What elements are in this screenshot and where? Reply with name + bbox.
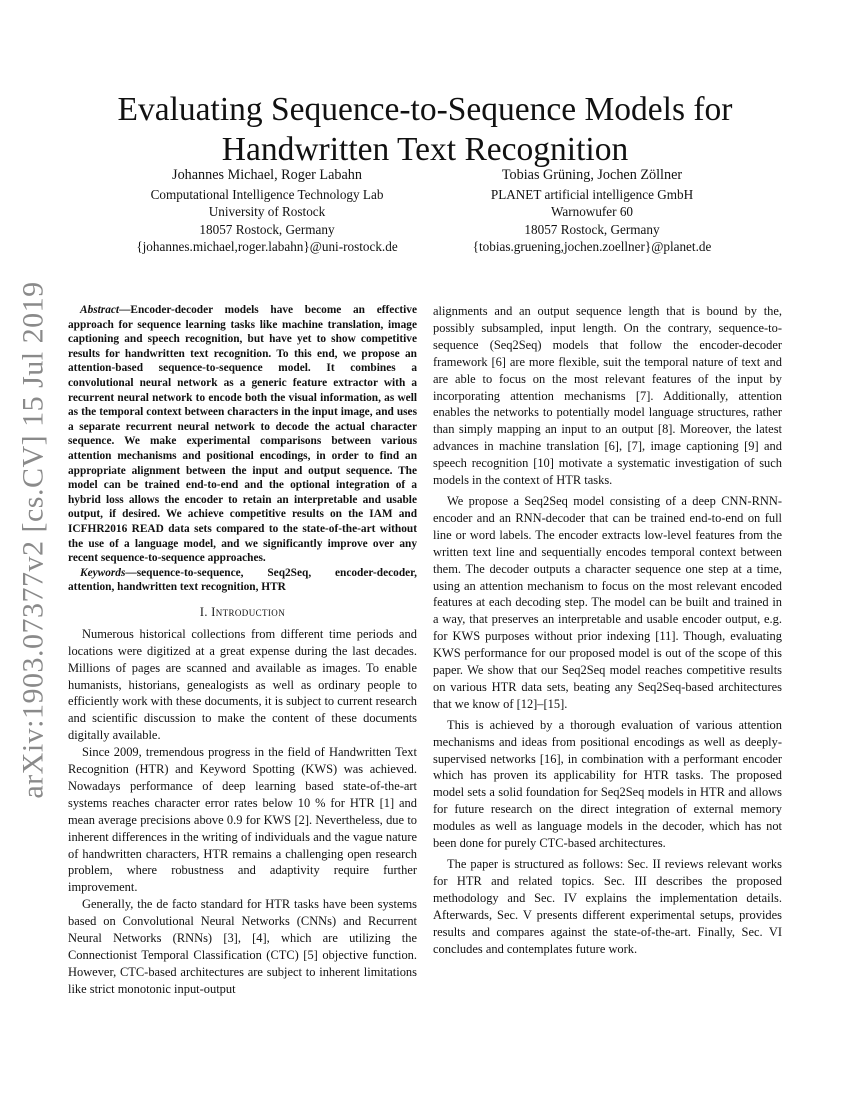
keywords [68,566,417,595]
abstract-text: —Encoder-decoder models have become an effective approach for sequence learning tasks like machine translation, image captioning and speech recognition, but have yet to show competitive results for handwritten text recognition. To this end, we propose an attention-based sequence-to-sequence model. It combines a convolutional neural network as a generic feature extractor with a recurrent neural network to encode both the visual information, as well as the temporal context between characters in the input image, and uses a separate recurrent neural network to decode the actual character sequence. We make experimental comparisons between various attention mechanisms and positional encodings, in order to find an appropriate alignment between the input and output sequence. The model can be trained end-to-end and the optional integration of a hybrid loss allows the encoder to retain an interpretable and usable output, if desired. We achieve competitive results on the IAM and ICFHR2016 READ data sets compared to the state-of-the-art without the use of a language model, and we significantly improve over any recent sequence-to-sequence approaches. [68,304,417,565]
author-address: 18057 Rostock, Germany [199,221,335,237]
author-affiliation: Computational Intelligence Technology Lab [150,187,384,203]
author-affiliation: PLANET artificial intelligence GmbH [490,187,694,203]
author-university: University of Rostock [208,204,326,220]
body-paragraph: alignments and an output sequence length that is bound by the, possibly subsampled, input length. On the contrary, sequence-to-sequence (Seq2Seq) models that follow the encoder-decoder framework [6] are more flexible, suit the temporal nature of text and are able to focus on the most relevant features of the input by incorporating attention mechanisms [7]. Additionally, attention enables the networks to potentially model language structures, rather than simply mapping an input to an output [8]. Moreover, the latest advances in machine translation [6], [7], image captioning [9] and speech recognition [10] motivate a systematic investigation of such models in the context of HTR tasks. [433,304,782,488]
title-line-2: Handwritten Text Recognition [221,131,629,169]
body-paragraph: Numerous historical collections from different time periods and locations were digitized at a great expense during the last decades. Millions of pages are scanned and available as images. To enable humanists, historians, genealogists as well as ordinary people to efficiently work with these documents, it is subject to current research and scientific discussion to make the content of these documents digitally available. [68,626,417,743]
author-email: {johannes.michael,roger.labahn}@uni-rostock.de [136,238,398,254]
body-paragraph: This is achieved by a thorough evaluation of various attention mechanisms and ideas from positional encodings as well as deeply-supervised networks [16], in combination with a performant encoder which has proven its applicability for HTR tasks. The proposed model sets a solid foundation for Seq2Seq models in HTR and allows for future research on the direct integration of external memory modules as well as language models in the decoder, which has not been done for purely CTC-based architectures. [433,717,782,851]
section-heading-introduction: I. Introduction [199,604,286,619]
keywords-text: —sequence-to-sequence, Seq2Seq, encoder-decoder, attention, handwritten text recognition, HTR [68,566,417,594]
abstract-label: Abstract [80,304,120,316]
body-paragraph: We propose a Seq2Seq model consisting of a deep CNN-RNN-encoder and an RNN-decoder that can be trained end-to-end on full line or word labels. The encoder extracts low-level features from the written text line and sequentially encodes temporal context between them. The decoder outputs a character sequence one step at a time, using an attention mechanism to focus on the most relevant encoded features at each decoding step. The model can be built and trained in a way, that preserves an interpretable and usable encoder output, e.g. for KWS purposes without prior indexing [11]. Though, evaluating KWS performance for our proposed model is out of the scope of this paper. We show that our Seq2Seq model reaches competitive results on various HTR data sets, beating any Seq2Seq-based architectures that we know of [12]–[15]. [433,493,782,711]
title-line-1: Evaluating Sequence-to-Sequence Models for [117,91,733,129]
author-email: {tobias.gruening,jochen.zoellner}@planet.de [472,238,712,254]
author-block-2 [422,167,762,255]
right-column [433,303,782,957]
arxiv-sidebar-id [10,281,58,799]
body-paragraph: Generally, the de facto standard for HTR tasks have been systems based on Convolutional Neural Networks (CNNs) and Recurrent Neural Networks (RNNs) [3], [4], which are utilizing the Connectionist Temporal Classification (CTC) [5] objective function. However, CTC-based architectures are subject to inherent limitations like strict monotonic input-output [68,897,417,996]
author-block-1 [97,167,437,255]
left-column [68,303,417,998]
author-names: Johannes Michael, Roger Labahn [172,167,362,183]
author-street: Warnowufer 60 [550,204,634,220]
keywords-label: Keywords [80,566,126,579]
paper-title [60,90,790,170]
author-names: Tobias Grüning, Jochen Zöllner [501,167,683,183]
author-address: 18057 Rostock, Germany [524,221,660,237]
body-paragraph: Since 2009, tremendous progress in the field of Handwritten Text Recognition (HTR) and Keyword Spotting (KWS) was achieved. Nowadays performance of deep learning based state-of-the-art systems reaches character error rates below 10 % for HTR [1] and mean average precisions above 0.9 for KWS [2]. Nevertheless, due to inherent differences in the writing of individuals and the vague nature of handwritten characters, HTR remains a challenging open research problem, where robustness and adaptivity require further improvement. [68,745,417,895]
body-paragraph: The paper is structured as follows: Sec. II reviews relevant works for HTR and related topics. Sec. III describes the proposed methodology and Sec. IV explains the implementation details. Afterwards, Sec. V presents different experimental setups, provides results and compares against the state-of-the-art. Finally, Sec. VI concludes and contemplates future work. [433,857,782,956]
abstract [68,303,417,566]
arxiv-identifier: arXiv:1903.07377v2 [cs.CV] 15 Jul 2019 [17,281,51,799]
